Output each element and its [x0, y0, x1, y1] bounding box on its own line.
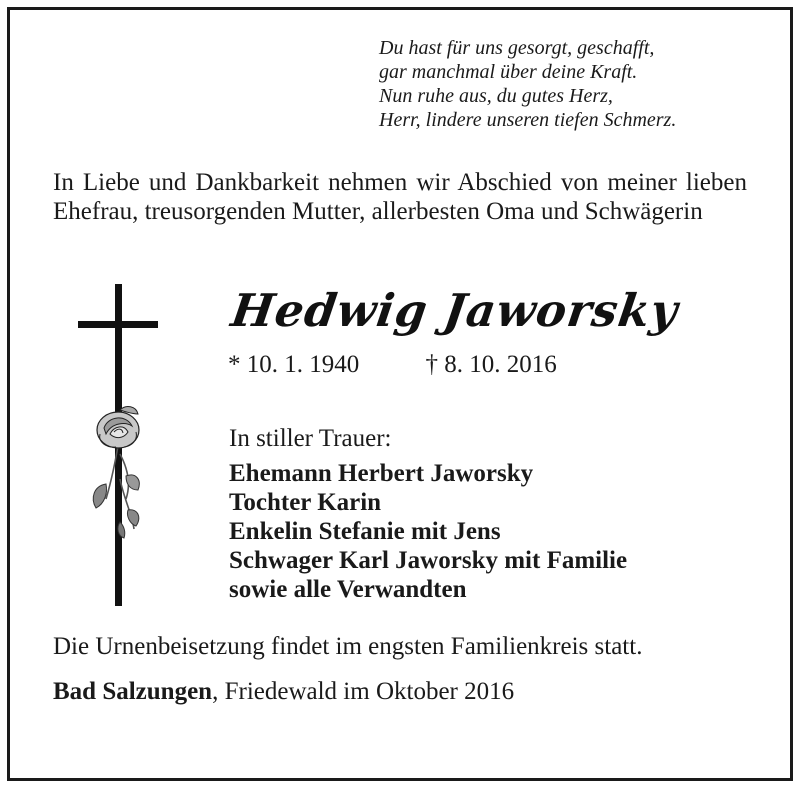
mourning-label: In stiller Trauer:	[229, 425, 392, 452]
mourner: Ehemann Herbert Jaworsky	[229, 460, 534, 487]
deceased-name-text: Hedwig Jaworsky	[228, 284, 682, 337]
life-dates	[228, 350, 557, 380]
poem-line: Herr, lindere unseren tiefen Schmerz.	[379, 109, 677, 131]
death-date: † 8. 10. 2016	[425, 351, 557, 378]
birth-date: * 10. 1. 1940	[228, 351, 360, 378]
place-rest: , Friedewald im Oktober 2016	[212, 678, 515, 705]
mourner: Schwager Karl Jaworsky mit Familie	[229, 547, 628, 574]
poem-line: Du hast für uns gesorgt, geschafft,	[379, 37, 655, 59]
place-town: Bad Salzungen	[53, 678, 213, 705]
mourner: Tochter Karin	[229, 489, 382, 516]
place-and-date	[53, 677, 514, 707]
mourner: Enkelin Stefanie mit Jens	[229, 518, 501, 545]
mourners-list	[229, 459, 627, 604]
poem-line: Nun ruhe aus, du gutes Herz,	[379, 85, 613, 107]
cross-with-rose-icon	[76, 284, 160, 606]
mourner: sowie alle Verwandten	[229, 576, 467, 603]
poem	[379, 36, 759, 132]
intro-text: In Liebe und Dankbarkeit nehmen wir Abschied von meiner lieben Ehefrau, treusorgenden Mutter, allerbesten Oma und Schwägerin	[53, 169, 747, 225]
burial-notice: Die Urnenbeisetzung findet im engsten Familienkreis statt.	[53, 633, 643, 660]
deceased-name	[228, 284, 748, 348]
poem-line: gar manchmal über deine Kraft.	[379, 61, 638, 83]
